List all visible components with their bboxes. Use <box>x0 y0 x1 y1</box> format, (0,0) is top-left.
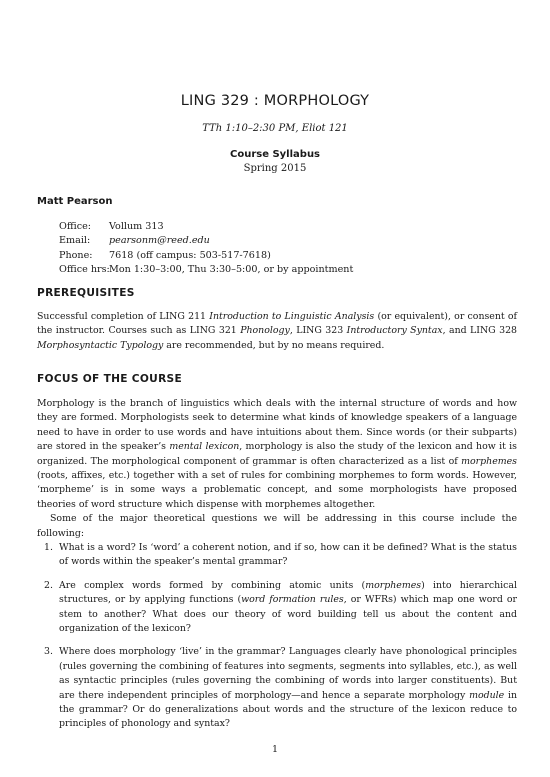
text-run: Morphology is the branch of linguistics which deals with the internal structure of words and how they are formed. Morphologists seek to determine what kinds of knowledge speakers of a language need to have in order to use words and have intuitions about them. Since words (or their subparts) are stored in the speaker’s <box>37 398 517 453</box>
list-item <box>37 645 517 731</box>
course-name-typology: Morphosyntactic Typology <box>37 339 164 351</box>
course-title: LING 329 : MORPHOLOGY <box>180 93 370 109</box>
text-run: , LING 323 <box>289 325 347 337</box>
info-key: Office hrs: <box>59 264 110 276</box>
term-morphemes: morphemes <box>461 455 517 467</box>
info-key: Email: <box>59 235 91 247</box>
list-item <box>37 579 517 637</box>
text-run: in the grammar? Or do generalizations about words and the structure of the lexicon reduce to principles of phonology and syntax? <box>59 689 517 730</box>
course-schedule: TTh 1:10–2:30 PM, Eliot 121 <box>202 123 348 134</box>
instructor-name: Matt Pearson <box>37 196 113 207</box>
item-text <box>59 645 517 731</box>
prerequisites-paragraph <box>37 310 517 353</box>
term-module: module <box>469 689 505 701</box>
item-text <box>59 579 517 637</box>
page-number: 1 <box>271 744 279 755</box>
item-text: What is a word? Is ‘word’ a coherent notion, and if so, how can it be defined? What is the status of words within the speaker’s mental grammar? <box>59 542 517 568</box>
focus-heading: FOCUS OF THE COURSE <box>37 373 182 385</box>
phone-value: 7618 (off campus: 503-517-7618) <box>109 249 271 261</box>
term-mental-lexicon: mental lexicon <box>169 441 240 453</box>
focus-paragraph <box>37 397 517 541</box>
instructor-info <box>59 220 353 278</box>
text-run: are recommended, but by no means required. <box>163 339 385 351</box>
text-run: Are complex words formed by combining atomic units ( <box>59 579 366 591</box>
questions-intro: Some of the major theoretical questions we will be addressing in this course include the following: <box>37 513 517 539</box>
item-number: 1. <box>44 542 53 553</box>
phone-row <box>59 249 353 263</box>
email-row <box>59 234 353 248</box>
document-type: Course Syllabus <box>229 149 321 160</box>
text-run: , and LING 328 <box>442 325 518 337</box>
questions-list <box>37 541 517 741</box>
list-item <box>37 541 517 570</box>
course-name-intro-analysis: Introduction to Linguistic Analysis <box>209 311 375 322</box>
item-number: 3. <box>44 646 53 658</box>
prerequisites-heading: PREREQUISITES <box>37 287 135 299</box>
item-number: 2. <box>44 579 53 591</box>
text-run: Successful completion of LING 211 <box>37 311 210 322</box>
text-run: (or equivalent), or consent of the instructor. Courses such as LING 321 <box>37 311 518 337</box>
office-row <box>59 220 353 234</box>
email-link[interactable]: pearsonm@reed.edu <box>109 235 210 247</box>
text-run: ) into hierarchical structures, or by applying functions ( <box>59 579 517 606</box>
info-key: Phone: <box>59 249 93 261</box>
office-hours-value: Mon 1:30–3:00, Thu 3:30–5:00, or by appointment <box>109 264 354 276</box>
text-run: , morphology is also the study of the lexicon and how it is organized. The morphological component of grammar is often characterized as a list of <box>37 441 517 467</box>
term-morphemes: morphemes <box>365 579 422 591</box>
text-run: , or WFRs) which map one word or stem to another? What does our theory of word building tell us about the content and organization of the lexicon? <box>59 594 517 635</box>
info-key: Office: <box>59 221 92 232</box>
text-run: (roots, affixes, etc.) together with a set of rules for combining morphemes to form words. However, ‘morpheme’ is in some ways a problematic concept, and some morphologists have proposed theories of word structure which dispense with morphemes altogether. <box>37 470 517 510</box>
text-run: Where does morphology ‘live’ in the grammar? Languages clearly have phonological principles (rules governing the combining of features into segments, segments into syllables, etc.), as well as syntactic principles (rules governing the combining of words into larger constituents). But are there independent principles of morphology—and hence a separate morphology <box>59 646 517 701</box>
office-hours-row <box>59 263 353 277</box>
course-name-syntax: Introductory Syntax <box>346 325 443 337</box>
term: Spring 2015 <box>243 163 307 174</box>
term-word-formation-rules: word formation rules <box>241 594 344 606</box>
office-value: Vollum 313 <box>109 221 164 232</box>
course-name-phonology: Phonology <box>240 325 290 337</box>
